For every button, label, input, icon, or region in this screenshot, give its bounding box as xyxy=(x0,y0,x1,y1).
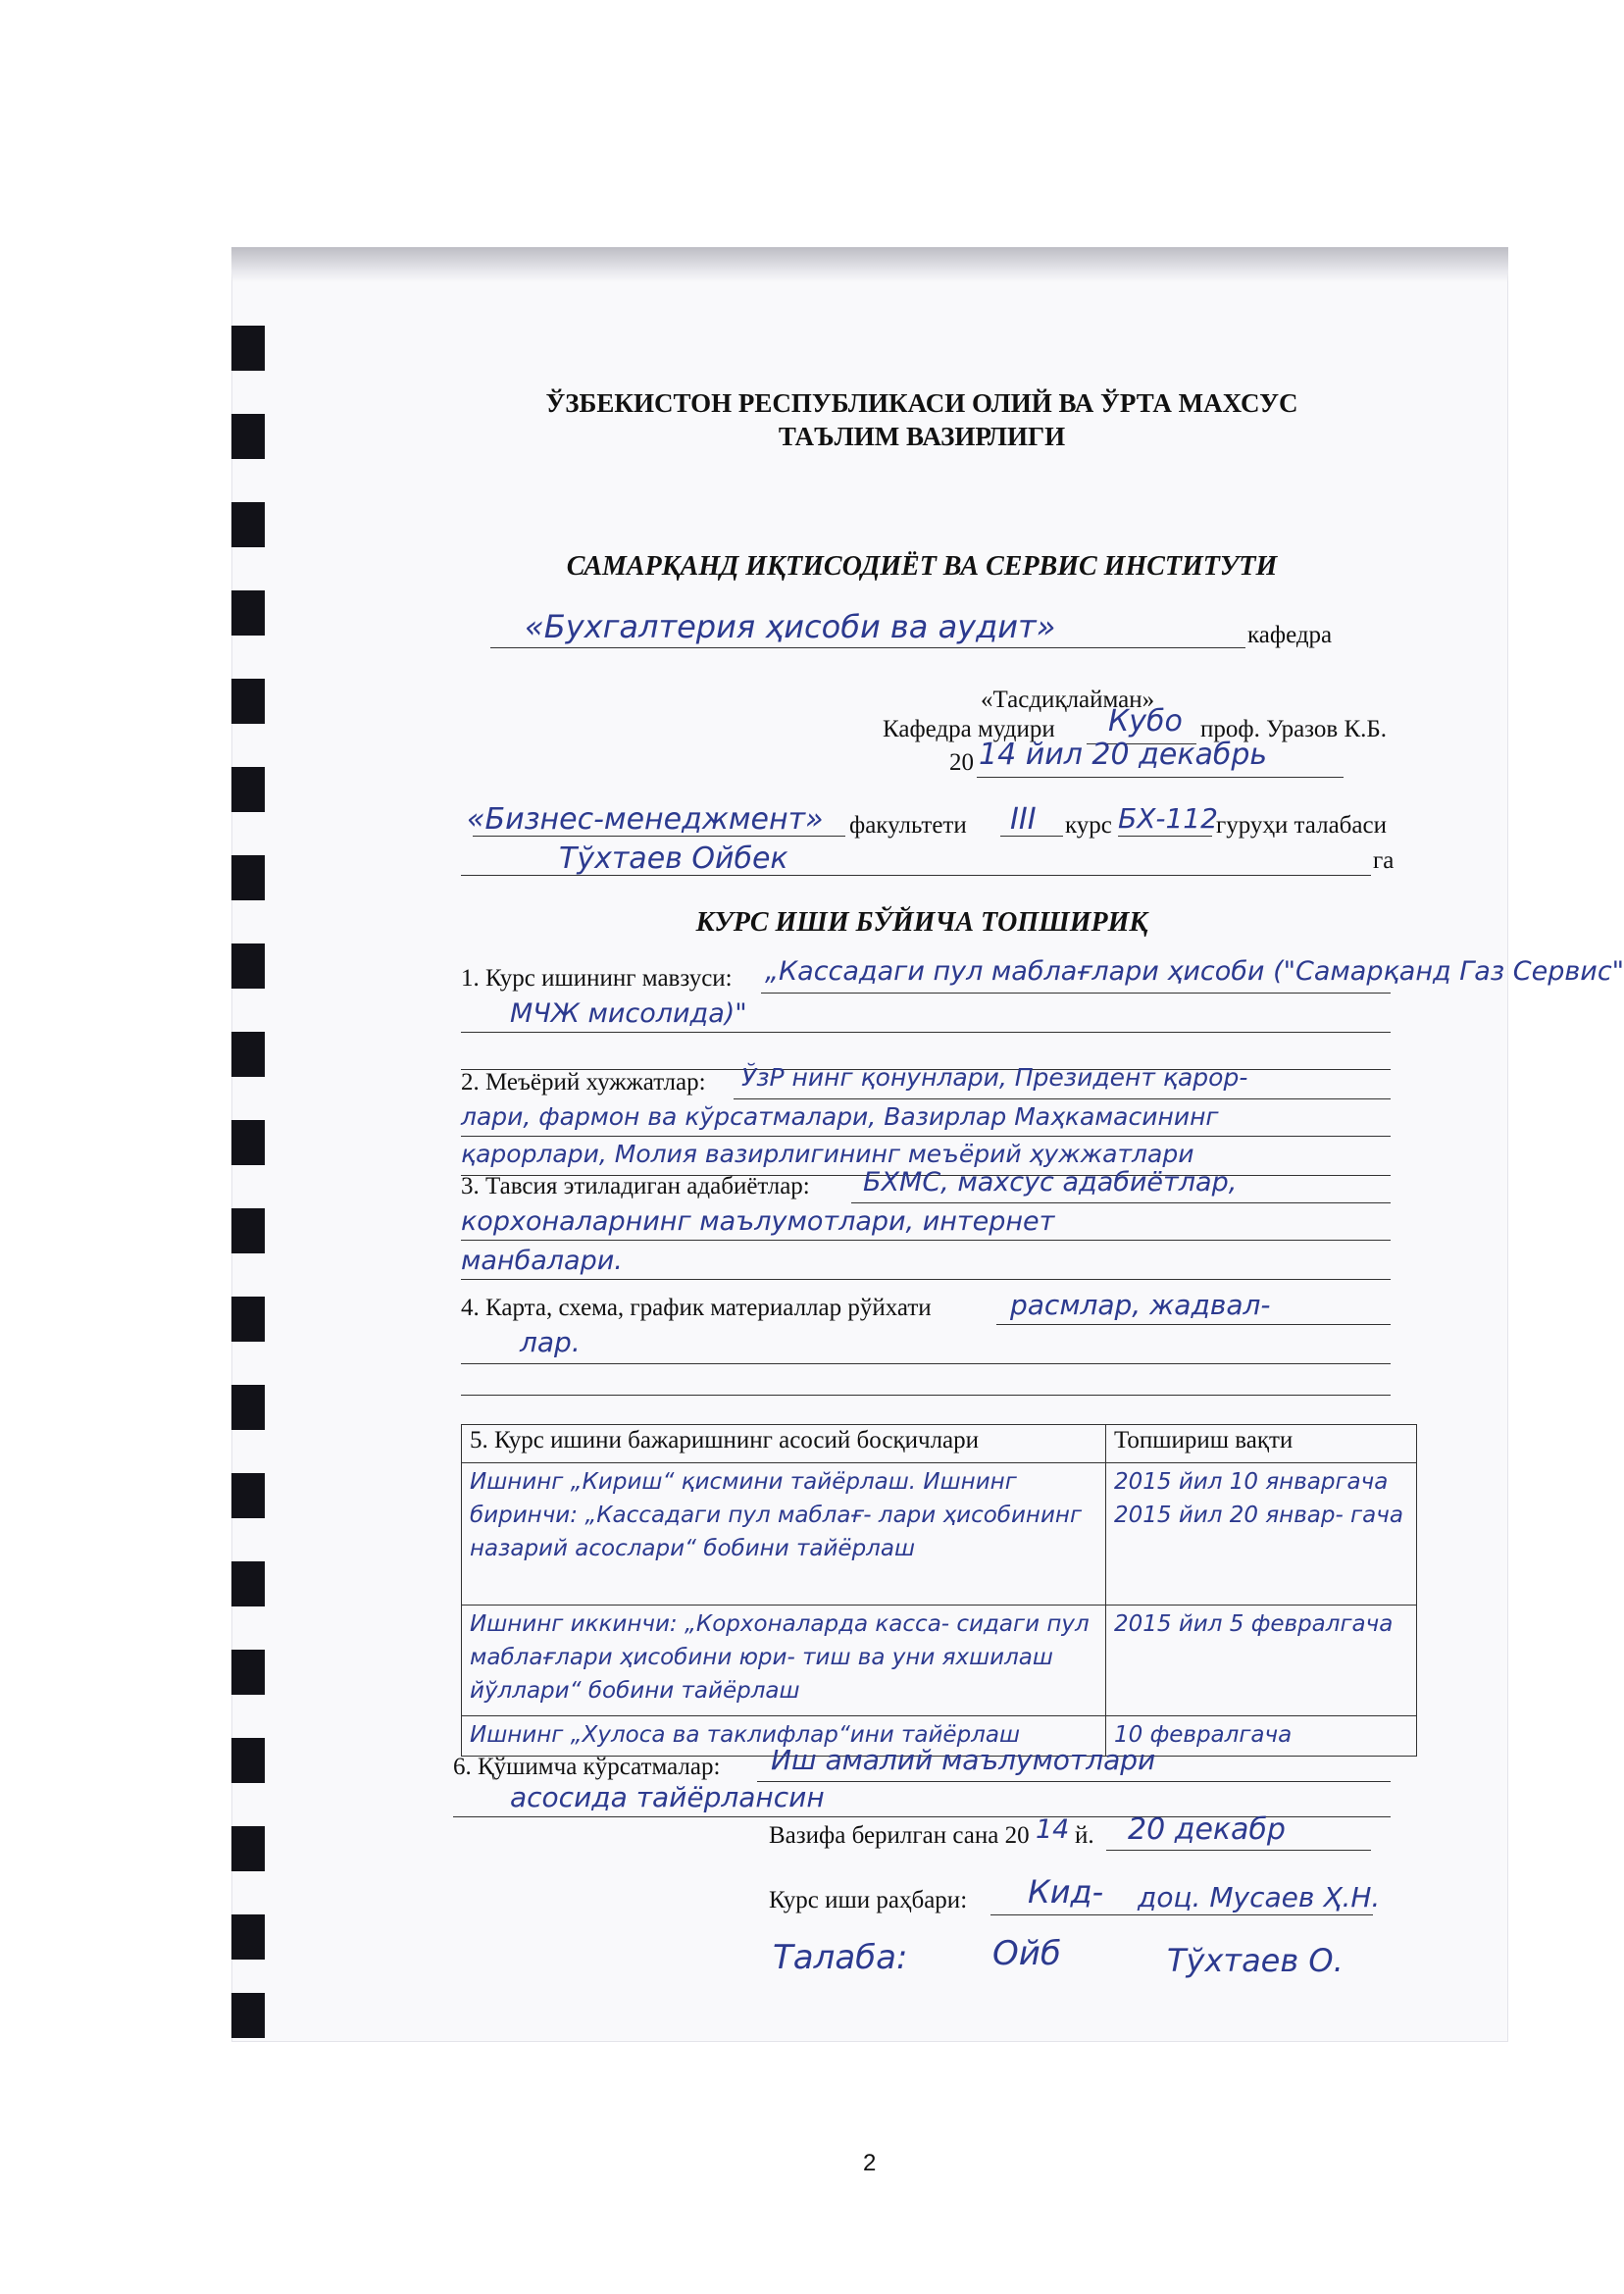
group-code: БХ-112 xyxy=(1118,802,1218,835)
binding-hole xyxy=(231,679,265,724)
supervisor-signature: Кид- xyxy=(1028,1873,1104,1911)
issued-label: Вазифа берилган сана 20 xyxy=(769,1822,1030,1849)
extra-label: 6. Қўшимча кўрсатмалар: xyxy=(453,1754,721,1780)
faculty-name: «Бизнес-менеджмент» xyxy=(467,802,824,837)
supervisor-name: доц. Мусаев Ҳ.Н. xyxy=(1138,1881,1381,1913)
norm-line-2 xyxy=(461,1136,1391,1137)
maps-text-2: лар. xyxy=(520,1326,581,1358)
binding-hole xyxy=(231,1561,265,1606)
binding-hole xyxy=(231,1120,265,1165)
deadline-column-header: Топшириш вақти xyxy=(1106,1425,1417,1463)
binding-hole xyxy=(231,1473,265,1518)
issued-date: 20 декабр xyxy=(1128,1812,1286,1847)
extra-text-1: Иш амалий маълумотлари xyxy=(771,1744,1156,1776)
topic-line-2 xyxy=(461,1032,1391,1033)
table-header-row xyxy=(462,1425,1417,1463)
ministry-line-1: ЎЗБЕКИСТОН РЕСПУБЛИКАСИ ОЛИЙ ВА ЎРТА МАХСУС xyxy=(545,388,1298,418)
binding-hole xyxy=(231,855,265,900)
approval-date: 14 йил 20 декабрь xyxy=(979,738,1268,772)
lit-text-3: манбалари. xyxy=(461,1246,623,1276)
assignment-title: КУРС ИШИ БЎЙИЧА ТОПШИРИҚ xyxy=(695,907,1148,938)
binding-hole xyxy=(231,414,265,459)
binding-hole xyxy=(231,1032,265,1077)
maps-label: 4. Карта, схема, график материаллар рўйхати xyxy=(461,1295,932,1321)
binding-hole xyxy=(231,326,265,371)
head-signature: Кубо xyxy=(1108,704,1183,739)
group-line xyxy=(1118,836,1212,837)
binding-hole xyxy=(231,1650,265,1695)
binding-hole xyxy=(231,502,265,547)
binding-hole xyxy=(231,1993,265,2038)
approval-year-prefix: 20 xyxy=(949,749,974,776)
binding-hole xyxy=(231,1826,265,1871)
department-name: «Бухгалтерия ҳисоби ва аудит» xyxy=(525,608,1056,645)
ministry-line-2: ТАЪЛИМ ВАЗИРЛИГИ xyxy=(778,422,1066,451)
table-row xyxy=(462,1463,1417,1606)
issued-suffix: й. xyxy=(1075,1822,1094,1849)
scan-edge-shadow xyxy=(231,247,1508,282)
binding-hole xyxy=(231,1738,265,1783)
lit-text-2: корхоналарнинг маълумотлари, интернет xyxy=(461,1206,1055,1237)
page-number: 2 xyxy=(863,2150,877,2176)
approval-title: «Тасдиқлайман» xyxy=(981,687,1155,713)
binding-hole xyxy=(231,1208,265,1253)
course-number: III xyxy=(1010,802,1037,837)
stage-cell: Ишнинг „Хулоса ва таклифлар“ини тайёрлаш xyxy=(462,1716,1106,1757)
topic-text-1: „Кассадаги пул маблағлари ҳисоби ("Самарқанд Газ Сервис" xyxy=(765,956,1624,987)
faculty-label: факультети xyxy=(849,812,967,839)
binding-hole xyxy=(231,1385,265,1430)
topic-label: 1. Курс ишининг мавзуси: xyxy=(461,965,733,992)
maps-line-3 xyxy=(461,1395,1391,1396)
maps-line-1 xyxy=(996,1324,1391,1325)
deadline-cell: 10 февралгача xyxy=(1106,1716,1417,1757)
maps-line-2 xyxy=(461,1363,1391,1364)
binding-hole xyxy=(231,1914,265,1960)
head-label: Кафедра мудири xyxy=(883,716,1055,742)
student-name: Тўхтаев Ойбек xyxy=(559,841,788,876)
binding-hole xyxy=(231,1297,265,1342)
issued-date-line xyxy=(1106,1850,1371,1851)
lit-line-1 xyxy=(851,1202,1391,1203)
literature-label: 3. Тавсия этиладиган адабиётлар: xyxy=(461,1173,810,1199)
lit-text-1: БХМС, махсус адабиётлар, xyxy=(863,1167,1238,1198)
norm-text-1: ЎзР нинг қонунлари, Президент қарор- xyxy=(741,1063,1248,1092)
student-signature: Ойб xyxy=(992,1934,1061,1973)
institute-name: САМАРҚАНД ИҚТИСОДИЁТ ВА СЕРВИС ИНСТИТУТИ xyxy=(566,551,1278,582)
course-label: курс xyxy=(1065,812,1112,839)
student-suffix: га xyxy=(1373,847,1395,874)
stage-cell: Ишнинг „Кириш“ қисмини тайёрлаш. Ишнинг биринчи: „Кассадаги пул маблағ- лари ҳисобининг назарий асослари“ бобини тайёрлаш xyxy=(462,1463,1106,1606)
group-label: гуруҳи талабаси xyxy=(1216,812,1387,839)
extra-line-1 xyxy=(757,1781,1391,1782)
lit-line-2 xyxy=(461,1240,1391,1241)
extra-text-2: асосида тайёрлансин xyxy=(510,1781,825,1813)
stage-cell: Ишнинг иккинчи: „Корхоналарда касса- сидаги пул маблағлари ҳисобини юри- тиш ва уни яхшилаш йўллари“ бобини тайёрлаш xyxy=(462,1606,1106,1716)
binding-hole xyxy=(231,590,265,636)
binding-holes xyxy=(231,306,271,2032)
department-suffix: кафедра xyxy=(1247,622,1333,648)
topic-text-2: МЧЖ мисолида)" xyxy=(510,998,747,1029)
maps-text-1: расмлар, жадвал- xyxy=(1010,1289,1271,1321)
supervisor-line xyxy=(990,1914,1373,1915)
stages-column-header: 5. Курс ишини бажаришнинг асосий босқичлари xyxy=(462,1425,1106,1463)
student-sign-label: Талаба: xyxy=(773,1938,908,1977)
student-sign-name: Тўхтаев О. xyxy=(1167,1942,1344,1979)
norm-label: 2. Меъёрий хужжатлар: xyxy=(461,1069,706,1096)
deadline-cell: 2015 йил 5 февралгача xyxy=(1106,1606,1417,1716)
issued-year: 14 xyxy=(1036,1814,1070,1845)
topic-line-1 xyxy=(761,993,1391,994)
lit-line-3 xyxy=(461,1279,1391,1280)
head-name: проф. Уразов К.Б. xyxy=(1200,716,1387,742)
binding-hole xyxy=(231,943,265,989)
department-underline xyxy=(490,647,1245,648)
table-row xyxy=(462,1606,1417,1716)
deadline-cell: 2015 йил 10 январгача 2015 йил 20 январ- гача xyxy=(1106,1463,1417,1606)
supervisor-label: Курс иши раҳбари: xyxy=(769,1887,968,1913)
norm-text-2: лари, фармон ва кўрсатмалари, Вазирлар Маҳкамасининг xyxy=(461,1102,1219,1131)
approval-date-line xyxy=(977,777,1344,778)
norm-line-1 xyxy=(734,1098,1391,1099)
binding-hole xyxy=(231,767,265,812)
norm-text-3: қарорлари, Молия вазирлигининг меъёрий ҳужжатлари xyxy=(461,1140,1194,1168)
stages-table xyxy=(461,1424,1417,1757)
